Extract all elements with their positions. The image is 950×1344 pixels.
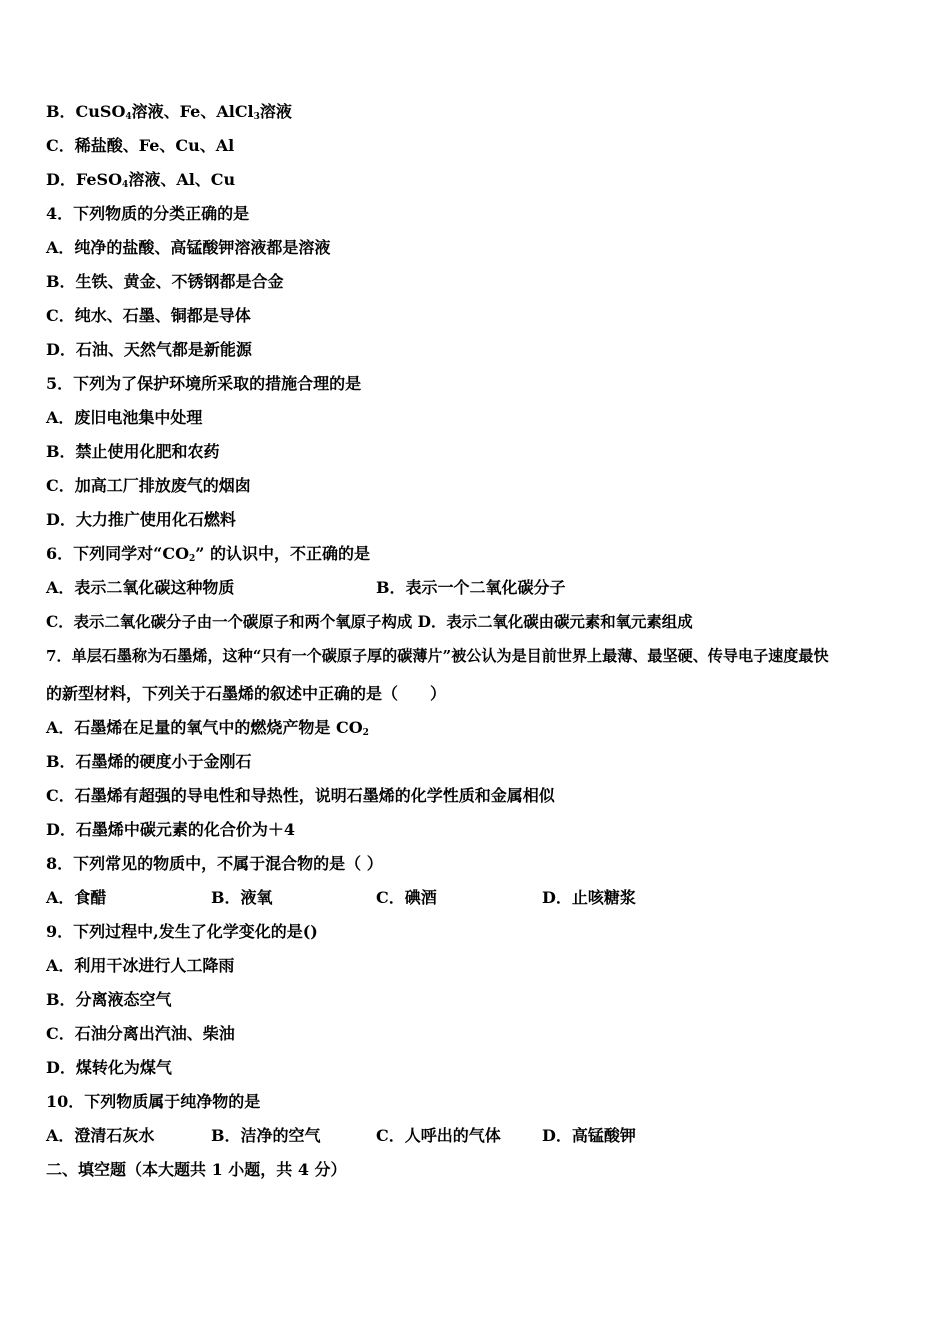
q7-a-sub: 2 xyxy=(362,728,369,738)
q5-option-a: A．废旧电池集中处理 xyxy=(46,408,203,427)
q10-option-d: D．高锰酸钾 xyxy=(542,1126,636,1145)
q9-option-b: B．分离液态空气 xyxy=(46,990,172,1009)
q7-option-b: B．石墨烯的硬度小于金刚石 xyxy=(46,752,252,771)
q4-option-b: B．生铁、黄金、不锈钢都是合金 xyxy=(46,272,284,291)
q8-option-c: C．碘酒 xyxy=(376,888,437,907)
q3-b-post: 溶液 xyxy=(259,102,292,121)
q6-option-b: B．表示一个二氧化碳分子 xyxy=(376,578,566,597)
q5-option-b: B．禁止使用化肥和农药 xyxy=(46,442,220,461)
q8-option-a: A．食醋 xyxy=(46,888,107,907)
q3-d-pre: D．FeSO xyxy=(46,170,123,189)
q9-option-c: C．石油分离出汽油、柴油 xyxy=(46,1024,235,1043)
q4-stem: 4．下列物质的分类正确的是 xyxy=(46,204,250,223)
q3-b-pre: B．CuSO xyxy=(46,102,126,121)
q3-d-post: 溶液、Al、Cu xyxy=(128,170,236,189)
q9-option-a: A．利用干冰进行人工降雨 xyxy=(46,956,235,975)
q7-option-d: D．石墨烯中碳元素的化合价为＋4 xyxy=(46,820,296,839)
q7-stem-line1: 7．单层石墨称为石墨烯，这种“只有一个碳原子厚的碳薄片”被公认为是目前世界上最薄、最坚硬、传导电子速度最快 xyxy=(46,647,829,665)
q7-option-a xyxy=(46,717,369,739)
q10-option-c: C．人呼出的气体 xyxy=(376,1126,501,1145)
section-heading-fill-in: 二、填空题（本大题共 1 小题，共 4 分） xyxy=(46,1160,347,1179)
q8-option-b: B．液氧 xyxy=(211,888,273,907)
q9-stem: 9．下列过程中,发生了化学变化的是() xyxy=(46,922,318,941)
q6-option-a: A．表示二氧化碳这种物质 xyxy=(46,578,235,597)
q6-stem-sub: 2 xyxy=(189,554,196,564)
q4-option-a: A．纯净的盐酸、高锰酸钾溶液都是溶液 xyxy=(46,238,331,257)
q9-option-d: D．煤转化为煤气 xyxy=(46,1058,172,1077)
q5-option-d: D．大力推广使用化石燃料 xyxy=(46,510,236,529)
q10-stem: 10．下列物质属于纯净物的是 xyxy=(46,1092,261,1111)
q3-b-sub1: 4 xyxy=(125,112,132,122)
q3-option-b xyxy=(46,101,292,123)
q3-b-sub2: 3 xyxy=(253,112,260,122)
q10-option-b: B．洁净的空气 xyxy=(211,1126,321,1145)
q4-option-c: C．纯水、石墨、铜都是导体 xyxy=(46,306,251,325)
q3-option-d xyxy=(46,169,235,191)
q5-stem: 5．下列为了保护环境所采取的措施合理的是 xyxy=(46,374,362,393)
q6-option-cd: C．表示二氧化碳分子由一个碳原子和两个氧原子构成 D．表示二氧化碳由碳元素和氧元素组成 xyxy=(46,613,693,631)
q3-b-mid: 溶液、Fe、AlCl xyxy=(131,102,254,121)
q10-option-a: A．澄清石灰水 xyxy=(46,1126,155,1145)
q8-option-d: D．止咳糖浆 xyxy=(542,888,636,907)
q6-stem xyxy=(46,543,370,565)
q5-option-c: C．加高工厂排放废气的烟囱 xyxy=(46,476,251,495)
q3-d-sub1: 4 xyxy=(122,180,129,190)
q4-option-d: D．石油、天然气都是新能源 xyxy=(46,340,252,359)
q3-option-c: C．稀盐酸、Fe、Cu、Al xyxy=(46,136,235,155)
q6-stem-pre: 6．下列同学对“CO xyxy=(46,544,190,563)
q6-stem-post: ” 的认识中，不正确的是 xyxy=(195,544,371,563)
q7-option-c: C．石墨烯有超强的导电性和导热性，说明石墨烯的化学性质和金属相似 xyxy=(46,786,555,805)
q7-stem-line2: 的新型材料，下列关于石墨烯的叙述中正确的是（ ） xyxy=(46,684,447,703)
q7-a-pre: A．石墨烯在足量的氧气中的燃烧产物是 CO xyxy=(46,718,363,737)
q8-stem: 8．下列常见的物质中，不属于混合物的是（ ） xyxy=(46,854,383,873)
